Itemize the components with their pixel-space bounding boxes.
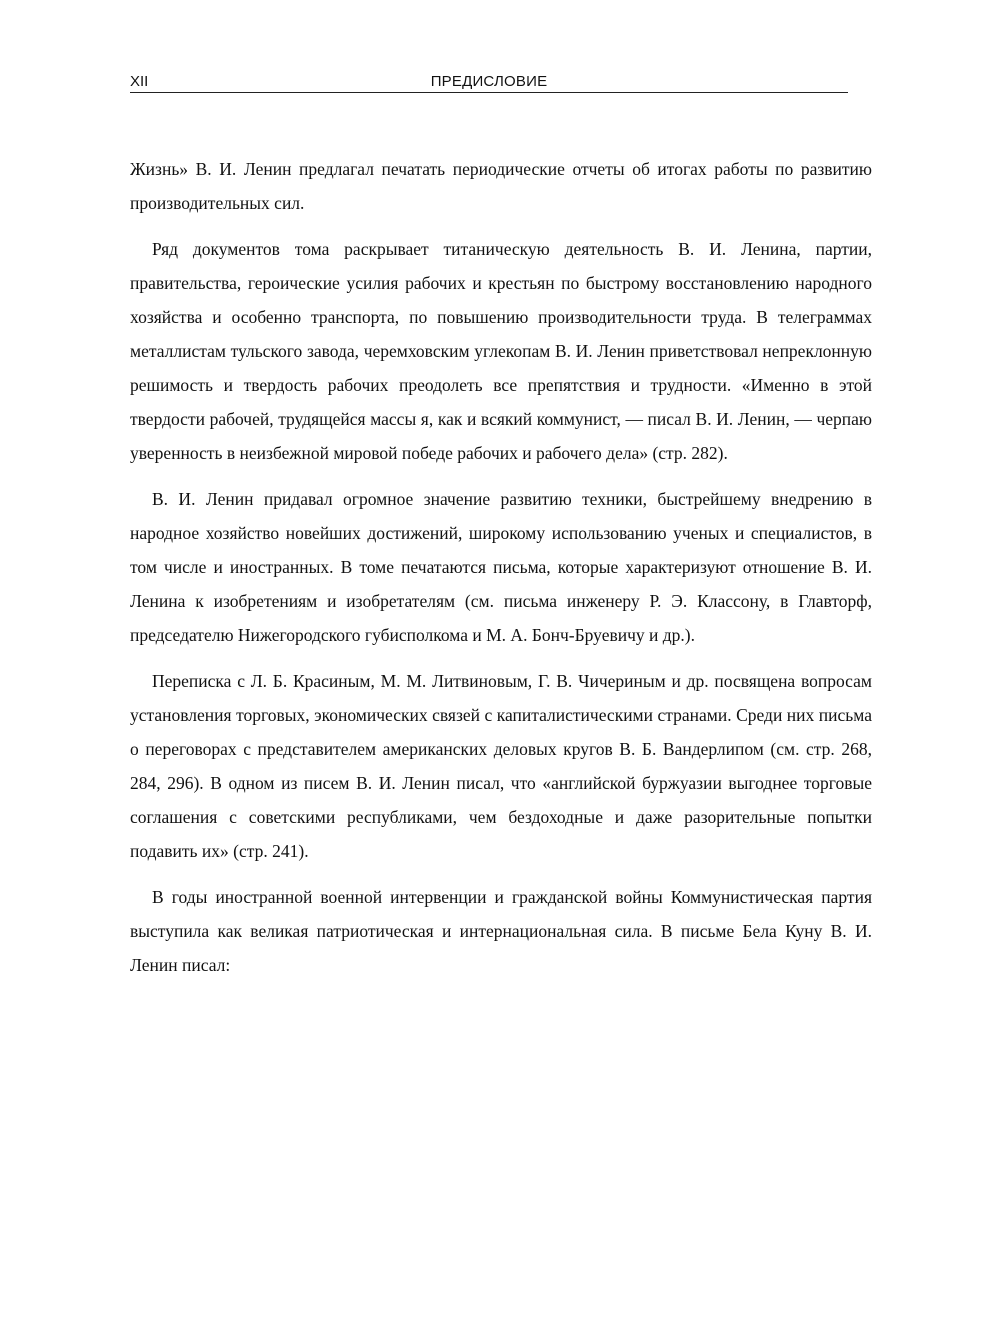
body-text xyxy=(130,152,872,994)
page-number: XII xyxy=(130,73,149,90)
paragraph: В. И. Ленин придавал огромное значение развитию техники, быстрейшему внедрению в народное хозяйство новейших достижений, широкому использованию ученых и специалистов, в том числе и иностранных. В томе печатаются письма, которые характеризуют отношение В. И. Ленина к изобретениям и изобретателям (см. письма инженеру Р. Э. Классону, в Главторф, председателю Нижегородского губисполкома и М. А. Бонч-Бруевичу и др.). xyxy=(130,489,872,645)
running-header xyxy=(130,72,848,93)
paragraph-continuation: Жизнь» В. И. Ленин предлагал печатать периодические отчеты об итогах работы по развитию производительных сил. xyxy=(130,159,872,213)
paragraph: Переписка с Л. Б. Красиным, М. М. Литвиновым, Г. В. Чичериным и др. посвящена вопросам установления торговых, экономических связей с капиталистическими странами. Среди них письма о переговорах с представителем американских деловых кругов В. Б. Вандерлипом (см. стр. 268, 284, 296). В одном из писем В. И. Ленин писал, что «английской буржуазии выгоднее торговые соглашения с советскими республиками, чем бездоходные и даже разорительные попытки подавить их» (стр. 241). xyxy=(130,671,872,861)
paragraph: Ряд документов тома раскрывает титаническую деятельность В. И. Ленина, партии, правительства, героические усилия рабочих и крестьян по быстрому восстановлению народного хозяйства и особенно транспорта, по повышению производительности труда. В телеграммах металлистам тульского завода, черемховским углекопам В. И. Ленин приветствовал непреклонную решимость и твердость рабочих преодолеть все препятствия и трудности. «Именно в этой твердости рабочей, трудящейся массы я, как и всякий коммунист, — писал В. И. Ленин, — черпаю уверенность в неизбежной мировой победе рабочих и рабочего дела» (стр. 282). xyxy=(130,239,872,463)
paragraph: В годы иностранной военной интервенции и гражданской войны Коммунистическая партия выступила как великая патриотическая и интернациональная сила. В письме Бела Куну В. И. Ленин писал: xyxy=(130,887,872,975)
section-title: ПРЕДИСЛОВИЕ xyxy=(430,73,548,90)
